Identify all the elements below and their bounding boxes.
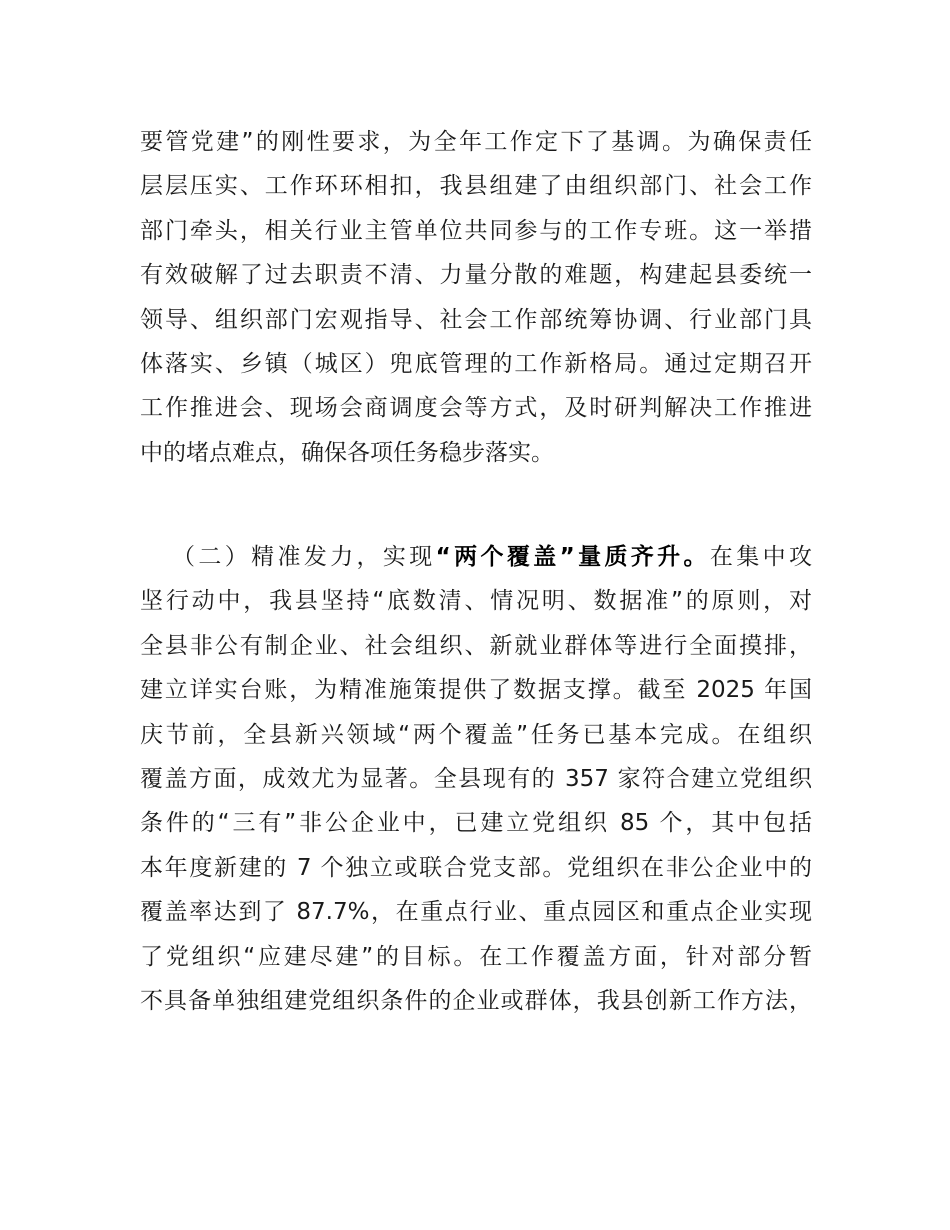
paragraph-1 <box>140 124 812 479</box>
text-line: 建立详实台账，为精准施策提供了数据支撑。截至 2025 年国 <box>140 677 812 704</box>
heading-bold: “两个覆盖”量质齐升。 <box>435 544 710 570</box>
text-line: 坚行动中，我县坚持“底数清、情况明、数据准”的原则，对 <box>140 588 812 615</box>
text-line: 部门牵头，相关行业主管单位共同参与的工作专班。这一举措 <box>140 217 812 244</box>
paragraph-2 <box>140 539 812 1027</box>
text-line: 工作推进会、现场会商调度会等方式，及时研判解决工作推进 <box>140 395 812 422</box>
text-line: 有效破解了过去职责不清、力量分散的难题，构建起县委统一 <box>140 262 812 289</box>
text-line: 体落实、乡镇（城区）兜底管理的工作新格局。通过定期召开 <box>140 350 812 377</box>
text-line: 覆盖率达到了 87.7%，在重点行业、重点园区和重点企业实现 <box>140 899 812 926</box>
text-line: 层层压实、工作环环相扣，我县组建了由组织部门、社会工作 <box>140 173 812 200</box>
text-line: 要管党建”的刚性要求，为全年工作定下了基调。为确保责任 <box>140 129 812 155</box>
text-line: 庆节前，全县新兴领域“两个覆盖”任务已基本完成。在组织 <box>140 721 812 748</box>
section-heading-line <box>140 539 812 583</box>
text-line: 全县非公有制企业、社会组织、新就业群体等进行全面摸排， <box>140 632 812 659</box>
text-line: 不具备单独组建党组织条件的企业或群体，我县创新工作方法， <box>140 987 812 1014</box>
text-line: 了党组织“应建尽建”的目标。在工作覆盖方面，针对部分暂 <box>140 943 812 970</box>
text-line: 条件的“三有”非公企业中，已建立党组织 85 个，其中包括 <box>140 810 812 837</box>
text-line: 领导、组织部门宏观指导、社会工作部统筹协调、行业部门具 <box>140 306 812 333</box>
text-line: 中的堵点难点，确保各项任务稳步落实。 <box>140 439 554 466</box>
heading-prefix: （二）精准发力，实现 <box>172 544 436 570</box>
heading-suffix: 在集中攻 <box>709 544 813 570</box>
text-line: 覆盖方面，成效尤为显著。全县现有的 357 家符合建立党组织 <box>140 765 812 792</box>
text-line: 本年度新建的 7 个独立或联合党支部。党组织在非公企业中的 <box>140 854 812 881</box>
